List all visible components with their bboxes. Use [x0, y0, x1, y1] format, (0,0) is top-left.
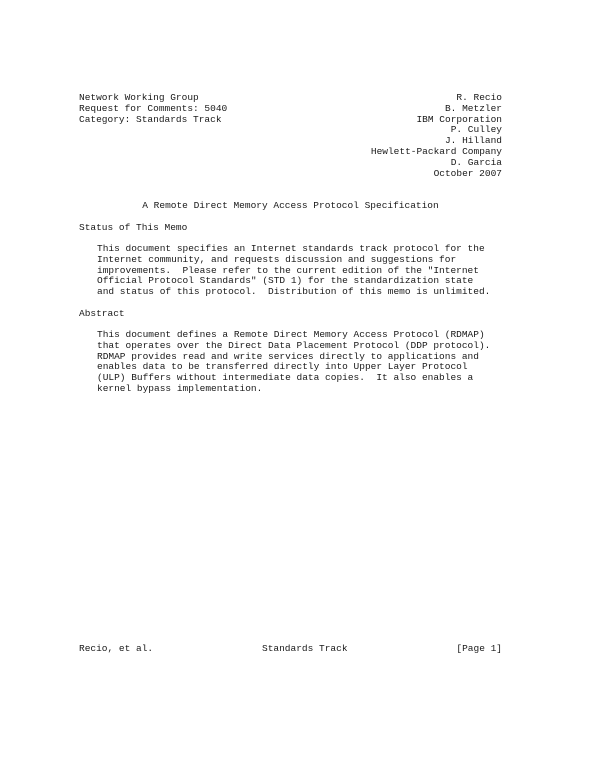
- status-heading: Status of This Memo: [79, 222, 188, 233]
- paragraph-line: that operates over the Direct Data Placement Protocol (DDP protocol).: [97, 339, 491, 351]
- status-paragraph: [97, 244, 517, 298]
- header-right-line: October 2007: [433, 167, 502, 179]
- paragraph-line: and status of this protocol. Distribution of this memo is unlimited.: [97, 286, 491, 298]
- paragraph-line: This document specifies an Internet standards track protocol for the: [97, 243, 485, 254]
- footer-page-number: [Page 1]: [456, 643, 502, 654]
- footer-track: Standards Track: [262, 643, 348, 654]
- header-right-line: D. Garcia: [450, 156, 502, 168]
- paragraph-line: kernel bypass implementation.: [97, 382, 263, 394]
- paragraph-line: RDMAP provides read and write services directly to applications and: [97, 350, 479, 362]
- header-right-line: B. Metzler: [444, 102, 502, 114]
- abstract-paragraph: [97, 330, 517, 395]
- page-footer: [79, 644, 502, 655]
- header-right-line: J. Hilland: [444, 135, 502, 147]
- header-right-line: IBM Corporation: [416, 113, 502, 125]
- header-row: [79, 147, 502, 158]
- header-right-line: Hewlett-Packard Company: [370, 145, 502, 157]
- paragraph-line: This document defines a Remote Direct Memory Access Protocol (RDMAP): [97, 329, 485, 340]
- header-left-line: Category: Standards Track: [79, 113, 222, 125]
- header-row: [79, 115, 502, 126]
- document-header: [79, 93, 502, 179]
- paragraph-line: Official Protocol Standards" (STD 1) for the standardization state: [97, 275, 474, 287]
- header-row: [79, 158, 502, 169]
- header-right-line: R. Recio: [456, 92, 502, 103]
- footer-authors: Recio, et al.: [79, 643, 154, 654]
- paragraph-line: improvements. Please refer to the current edition of the "Internet: [97, 264, 479, 276]
- header-row: [79, 169, 502, 180]
- header-right-line: P. Culley: [450, 124, 502, 136]
- paragraph-line: enables data to be transferred directly into Upper Layer Protocol: [97, 361, 468, 373]
- header-left-line: Request for Comments: 5040: [79, 102, 228, 114]
- document-title: A Remote Direct Memory Access Protocol Specification: [142, 200, 439, 211]
- paragraph-line: Internet community, and requests discussion and suggestions for: [97, 253, 457, 265]
- abstract-heading: Abstract: [79, 308, 125, 319]
- header-left-line: Network Working Group: [79, 92, 199, 103]
- paragraph-line: (ULP) Buffers without intermediate data copies. It also enables a: [97, 372, 474, 384]
- header-row: [79, 125, 502, 136]
- header-row: [79, 104, 502, 115]
